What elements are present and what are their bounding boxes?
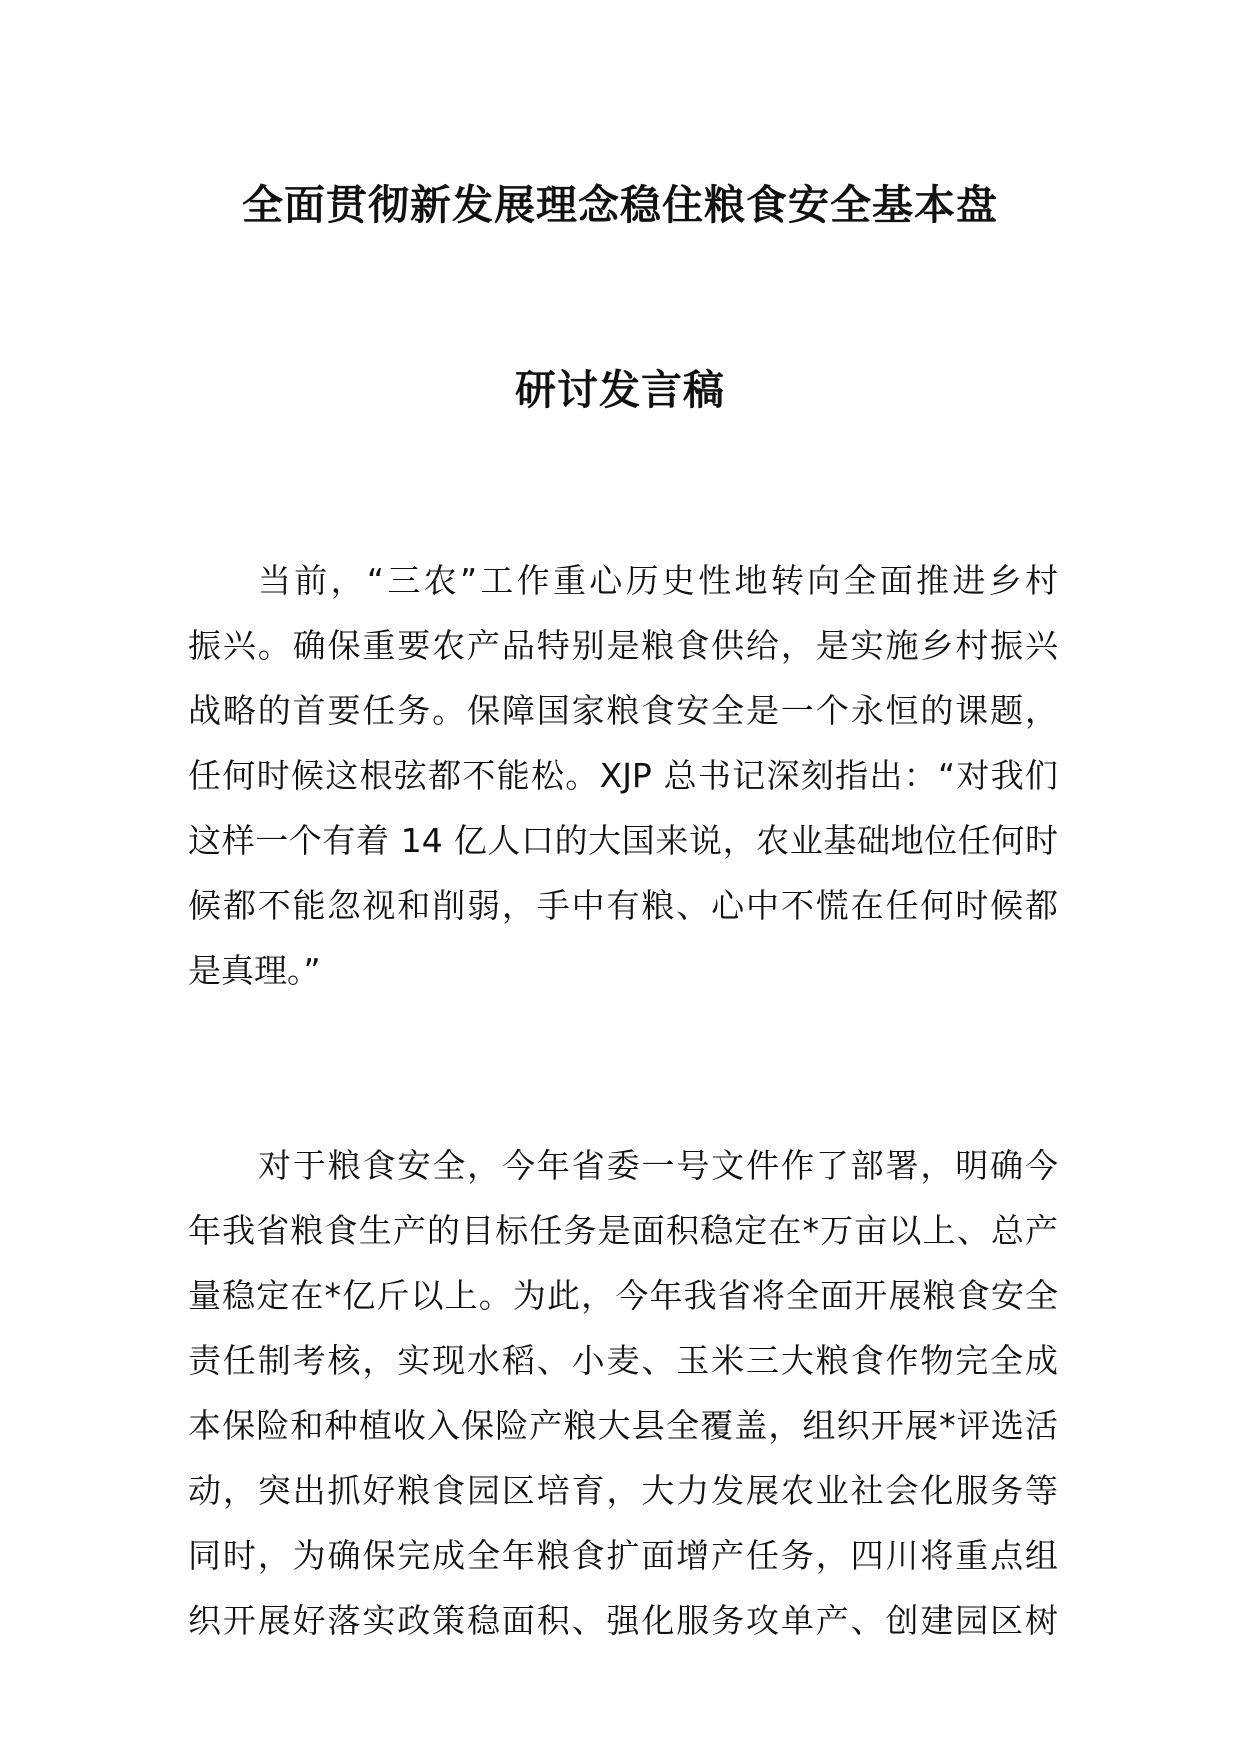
paragraph-line: 量稳定在*亿斤以上。为此，今年我省将全面开展粮食安全 [188,1276,1058,1315]
paragraph-line: 同时，为确保完成全年粮食扩面增产任务，四川将重点组 [188,1536,1058,1575]
paragraph-line: 任何时候这根弦都不能松。XJP 总书记深刻指出：“对我们 [188,756,1058,795]
paragraph-line: 候都不能忽视和削弱，手中有粮、心中不慌在任何时候都 [188,886,1058,925]
paragraph-line: 织开展好落实政策稳面积、强化服务攻单产、创建园区树 [188,1601,1058,1640]
paragraph-line: 当前，“三农”工作重心历史性地转向全面推进乡村 [258,561,1058,600]
paragraph-line: 责任制考核，实现水稻、小麦、玉米三大粮食作物完全成 [188,1341,1058,1380]
paragraph-1 [188,548,1058,1003]
paragraph-line: 战略的首要任务。保障国家粮食安全是一个永恒的课题， [188,691,1058,730]
title-line-1: 全面贯彻新发展理念稳住粮食安全基本盘 [242,181,998,229]
paragraph-spacer [188,1003,1058,1133]
paragraph-line: 振兴。确保重要农产品特别是粮食供给，是实施乡村振兴 [188,626,1058,665]
document-body [188,548,1058,1653]
paragraph-line: 对于粮食安全，今年省委一号文件作了部署，明确今 [258,1146,1058,1185]
paragraph-line: 这样一个有着 14 亿人口的大国来说，农业基础地位任何时 [188,821,1058,860]
paragraph-2 [188,1133,1058,1653]
paragraph-line: 动，突出抓好粮食园区培育，大力发展农业社会化服务等 [188,1471,1058,1510]
paragraph-line: 本保险和种植收入保险产粮大县全覆盖，组织开展*评选活 [188,1406,1058,1445]
paragraph-line: 年我省粮食生产的目标任务是面积稳定在*万亩以上、总产 [188,1211,1058,1250]
title-line-2: 研讨发言稿 [515,366,725,414]
paragraph-line: 是真理。” [188,951,321,990]
